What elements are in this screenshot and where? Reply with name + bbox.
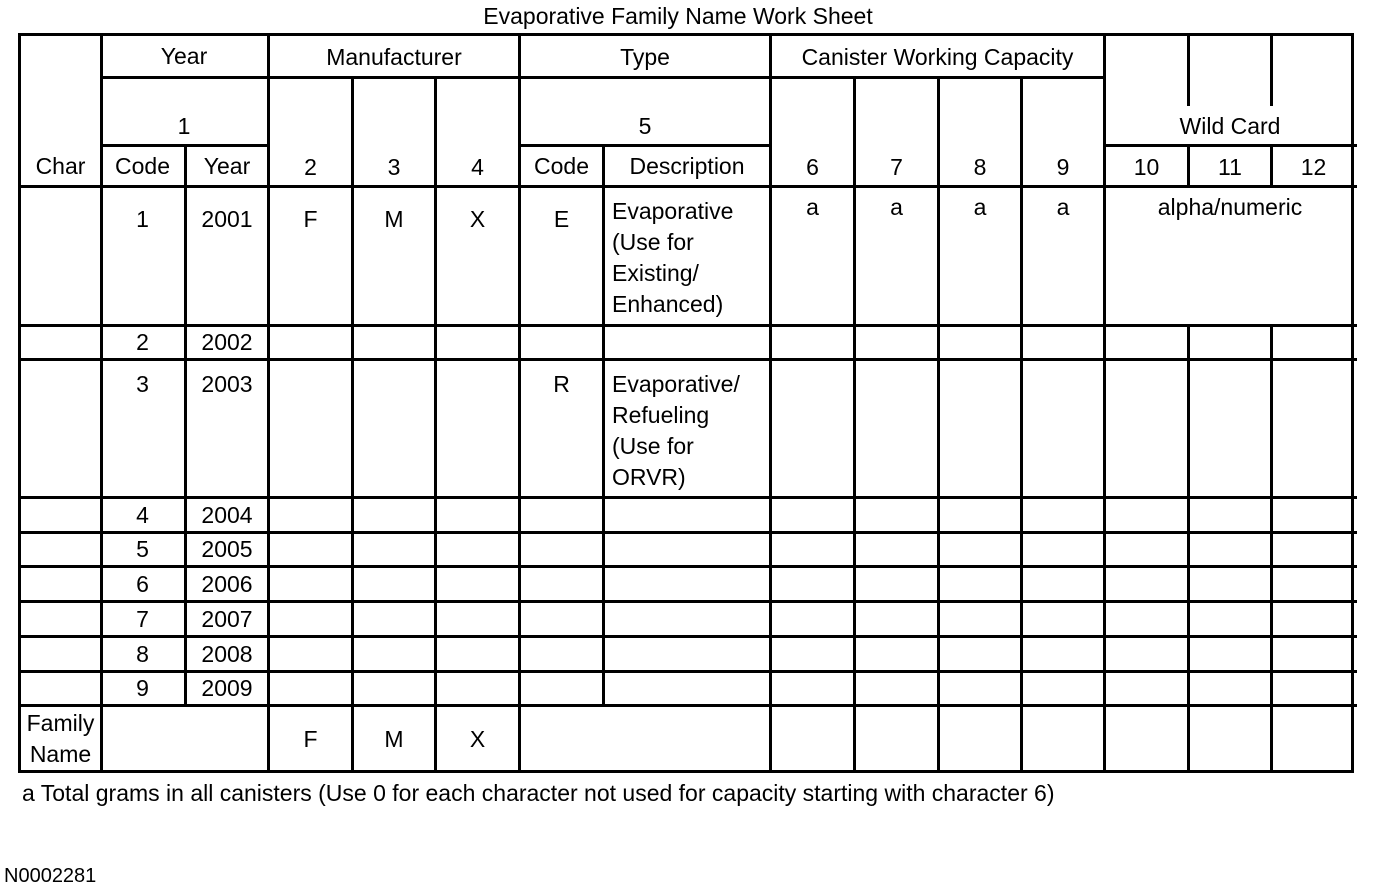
capacity-mark-6: a bbox=[806, 194, 819, 220]
grid-line bbox=[1187, 324, 1190, 771]
type-code-r: R bbox=[553, 371, 570, 397]
position-12: 12 bbox=[1300, 153, 1327, 180]
header-manufacturer: Manufacturer bbox=[326, 43, 462, 70]
family-name-code-4: X bbox=[469, 725, 486, 752]
grid-line bbox=[1103, 36, 1106, 771]
header-description: Description bbox=[629, 152, 745, 179]
description-line: Enhanced) bbox=[612, 291, 724, 317]
position-7: 7 bbox=[890, 153, 903, 180]
grid-line bbox=[602, 144, 605, 706]
footnote: a Total grams in all canisters (Use 0 for each character not used for capacity starting with character 6) bbox=[22, 780, 1055, 806]
description-line: Evaporative/ bbox=[612, 371, 740, 397]
year-value-8: 2008 bbox=[201, 640, 253, 667]
header-year: Year bbox=[160, 42, 208, 69]
year-code-7: 7 bbox=[136, 605, 149, 632]
capacity-mark-9: a bbox=[1056, 194, 1070, 220]
figure-id: N0002281 bbox=[4, 865, 97, 887]
grid-line bbox=[267, 36, 270, 771]
grid-line bbox=[1270, 36, 1273, 106]
worksheet-table bbox=[18, 33, 1354, 773]
year-code-6: 6 bbox=[136, 570, 149, 597]
family-name-label-line: Name bbox=[29, 741, 92, 767]
year-code-1: 1 bbox=[136, 206, 149, 232]
year-value-5: 2005 bbox=[201, 536, 253, 562]
year-value-1: 2001 bbox=[201, 206, 253, 232]
header-type-code: Code bbox=[534, 152, 589, 179]
position-3: 3 bbox=[387, 153, 401, 180]
year-value-4: 2004 bbox=[201, 501, 253, 528]
description-line: Evaporative bbox=[612, 198, 734, 224]
family-name-code-2: F bbox=[303, 725, 318, 752]
year-code-5: 5 bbox=[136, 536, 149, 562]
year-value-6: 2006 bbox=[201, 570, 253, 597]
position-1: 1 bbox=[177, 112, 191, 139]
grid-line bbox=[101, 76, 269, 79]
year-code-9: 9 bbox=[136, 675, 149, 701]
type-description-r bbox=[612, 369, 740, 493]
description-line: ORVR) bbox=[612, 464, 686, 490]
year-code-4: 4 bbox=[136, 501, 149, 528]
position-9: 9 bbox=[1056, 153, 1070, 180]
year-value-7: 2007 bbox=[201, 605, 253, 632]
type-description-e bbox=[612, 196, 733, 320]
header-wild-card: Wild Card bbox=[1179, 112, 1281, 139]
grid-line bbox=[1105, 144, 1357, 147]
description-line: Refueling bbox=[612, 402, 710, 428]
position-10: 10 bbox=[1133, 153, 1160, 180]
grid-line bbox=[1270, 324, 1273, 771]
header-type: Type bbox=[620, 43, 670, 70]
header-year-sub: Year bbox=[203, 152, 251, 179]
position-5: 5 bbox=[638, 112, 652, 139]
position-8: 8 bbox=[973, 153, 987, 180]
manufacturer-code-2: F bbox=[303, 206, 318, 232]
year-code-2: 2 bbox=[136, 329, 149, 355]
description-line: (Use for bbox=[612, 433, 694, 459]
capacity-mark-7: a bbox=[890, 194, 903, 220]
grid-line bbox=[21, 185, 1357, 188]
description-line: (Use for bbox=[612, 229, 694, 255]
grid-line bbox=[1187, 36, 1190, 106]
position-2: 2 bbox=[304, 153, 317, 180]
capacity-mark-8: a bbox=[973, 194, 987, 220]
family-name-label-line: Family bbox=[26, 710, 95, 736]
type-code-e: E bbox=[553, 206, 570, 232]
grid-line bbox=[769, 36, 772, 771]
wild-card-value: alpha/numeric bbox=[1157, 194, 1303, 220]
position-4: 4 bbox=[471, 153, 484, 180]
position-11: 11 bbox=[1218, 153, 1242, 180]
description-line: Existing/ bbox=[612, 260, 699, 286]
family-name-label bbox=[21, 707, 100, 771]
sheet-title: Evaporative Family Name Work Sheet bbox=[483, 3, 873, 29]
header-canister-capacity: Canister Working Capacity bbox=[801, 43, 1074, 70]
year-code-3: 3 bbox=[136, 371, 149, 397]
position-6: 6 bbox=[806, 153, 819, 180]
manufacturer-code-3: M bbox=[384, 206, 404, 232]
year-value-3: 2003 bbox=[201, 371, 253, 397]
year-code-8: 8 bbox=[136, 640, 149, 667]
manufacturer-code-4: X bbox=[469, 206, 486, 232]
grid-line bbox=[21, 358, 1357, 361]
header-char: Char bbox=[35, 152, 86, 179]
family-name-code-3: M bbox=[384, 725, 404, 752]
header-code: Code bbox=[115, 152, 170, 179]
grid-line bbox=[21, 704, 1357, 707]
year-value-9: 2009 bbox=[201, 675, 253, 701]
year-value-2: 2002 bbox=[201, 329, 253, 355]
